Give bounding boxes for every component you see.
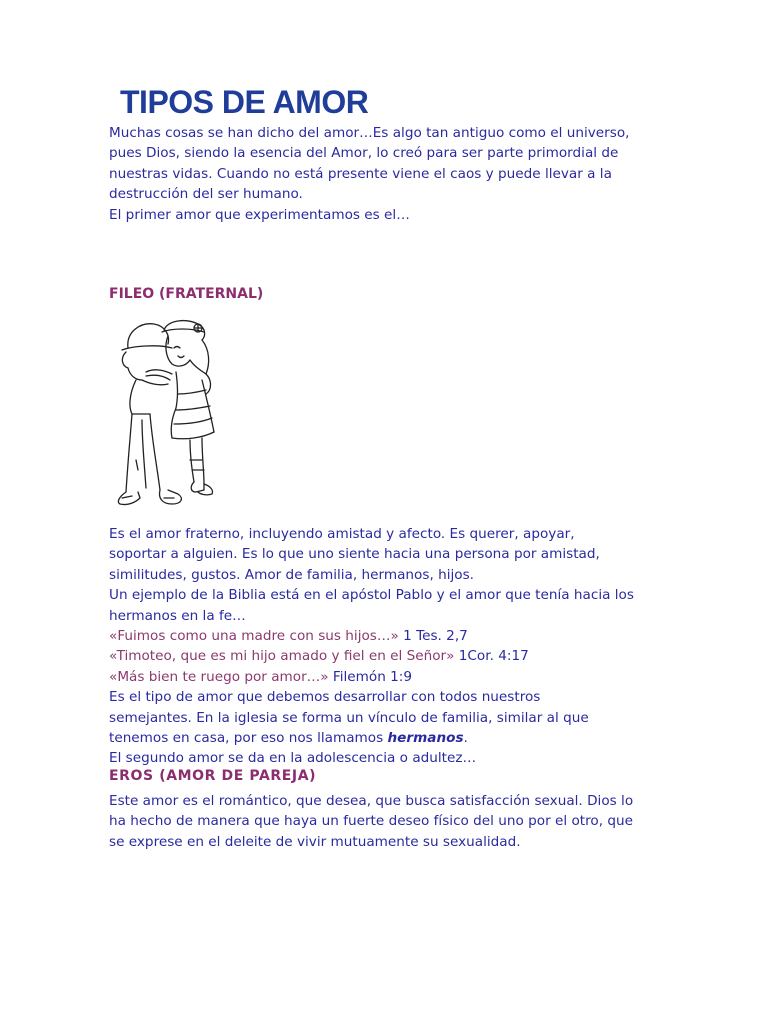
- bible-quote-text: «Timoteo, que es mi hijo amado y fiel en el Señor»: [109, 648, 455, 665]
- closing-text: tenemos en casa, por eso nos llamamos: [109, 730, 388, 747]
- fileo-line: soportar a alguien. Es lo que uno siente hacia una persona por amistad,: [109, 546, 600, 563]
- eros-line: ha hecho de manera que haya un fuerte deseo físico del uno por el otro, que: [109, 813, 633, 830]
- bible-quote-text: «Fuimos como una madre con sus hijos…»: [109, 628, 399, 645]
- fileo-line: Es el amor fraterno, incluyendo amistad y afecto. Es querer, apoyar,: [109, 526, 575, 542]
- fileo-line: similitudes, gustos. Amor de familia, hermanos, hijos.: [109, 566, 474, 583]
- fileo-line: hermanos en la fe…: [109, 607, 246, 624]
- intro-line: destrucción del ser humano.: [109, 186, 303, 203]
- intro-paragraph: [109, 123, 669, 225]
- intro-line: pues Dios, siendo la esencia del Amor, lo creó para ser parte primordial de: [109, 145, 619, 162]
- fileo-paragraph: [109, 524, 669, 769]
- intro-line: El primer amor que experimentamos es el…: [109, 206, 410, 223]
- fileo-heading: FILEO (FRATERNAL): [109, 286, 264, 302]
- fileo-closing-line: Es el tipo de amor que debemos desarrollar con todos nuestros: [109, 689, 541, 706]
- closing-period: .: [463, 730, 468, 747]
- bible-quote-reference: 1 Tes. 2,7: [398, 628, 468, 645]
- eros-paragraph: [109, 791, 669, 852]
- bible-quote: [109, 646, 669, 666]
- bible-quote: [109, 626, 669, 646]
- eros-line: Este amor es el romántico, que desea, que busca satisfacción sexual. Dios lo: [109, 793, 634, 809]
- emphasized-word: hermanos: [387, 730, 464, 747]
- page-title: TIPOS DE AMOR: [120, 84, 369, 120]
- fileo-closing-line: semejantes. En la iglesia se forma un vínculo de familia, similar al que: [109, 709, 589, 726]
- intro-line: nuestras vidas. Cuando no está presente viene el caos y puede llevar a la: [109, 165, 612, 182]
- bible-quote-text: «Más bien te ruego por amor…»: [109, 668, 329, 685]
- bible-quote: [109, 667, 669, 687]
- bible-quote-reference: Filemón 1:9: [328, 668, 413, 685]
- hugging-friends-illustration: [106, 310, 236, 522]
- fileo-closing-line: [109, 728, 669, 748]
- bible-quote-reference: 1Cor. 4:17: [454, 648, 529, 665]
- transition-line: El segundo amor se da en la adolescencia o adultez…: [109, 750, 477, 767]
- fileo-line: Un ejemplo de la Biblia está en el apóstol Pablo y el amor que tenía hacia los: [109, 587, 634, 604]
- eros-line: se exprese en el deleite de vivir mutuamente su sexualidad.: [109, 833, 521, 850]
- eros-heading: EROS (AMOR DE PAREJA): [109, 768, 317, 784]
- intro-line: Muchas cosas se han dicho del amor…Es algo tan antiguo como el universo,: [109, 125, 630, 141]
